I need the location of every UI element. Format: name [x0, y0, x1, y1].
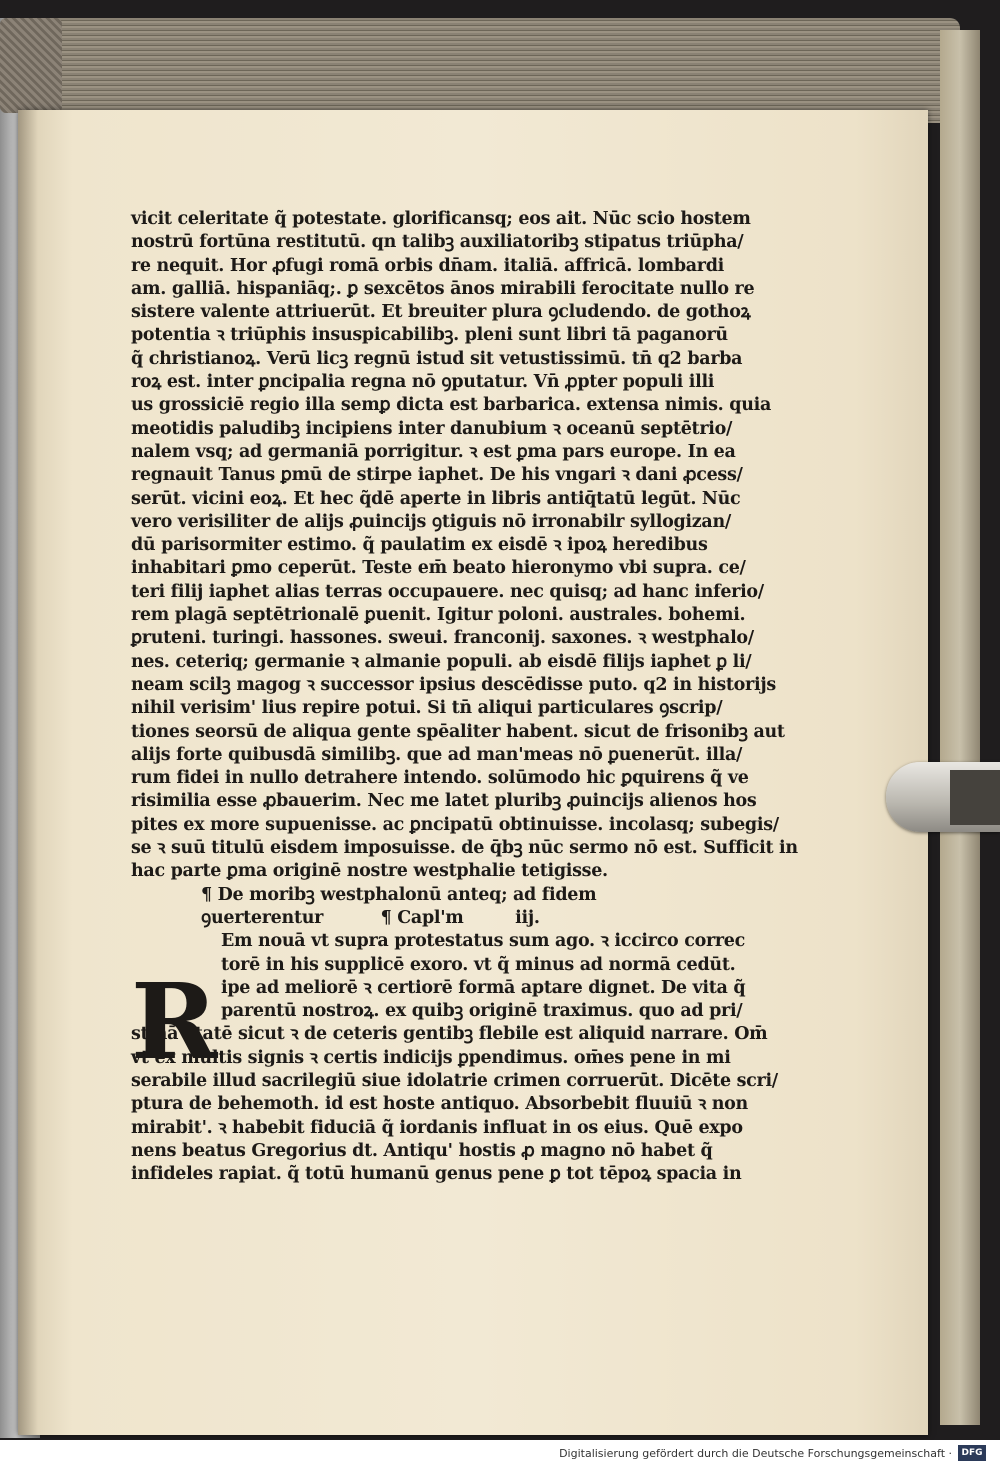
chapter-heading-verb: ꝯuerterentur	[201, 907, 324, 928]
text-line: re nequit. Hor ꝓfugi romā orbis dn̄am. italiā. affricā. lombardi	[131, 255, 724, 276]
chapter-text-line: mirabit'. ꝛ habebit fiduciā q̃ iordanis influat in os eius. Quē expo	[131, 1117, 743, 1138]
chapter-text-line: vt ex multis signis ꝛ certis indicijs ꝑpendimus. om̄es pene in mi	[131, 1047, 731, 1068]
text-line: vero verisiliter de alijs ꝓuincijs ꝯtiguis nō irronabilr syllogizan/	[131, 511, 731, 532]
text-line: nalem vsq; ad germaniā porrigitur. ꝛ est ꝑma pars europe. In ea	[131, 441, 736, 462]
text-line: us grossiciē regio illa semꝑ dicta est barbarica. extensa nimis. quia	[131, 395, 772, 416]
text-line: vicit celeritate q̃ potestate. glorificansq; eos ait. Nūc scio hostem	[131, 209, 751, 229]
chapter-text-line: Em nouā vt supra protestatus sum ago. ꝛ iccirco correc	[221, 931, 745, 952]
text-line: regnauit Tanus ꝑmū de stirpe iaphet. De his vngari ꝛ dani ꝓcess/	[131, 465, 743, 486]
chapter-text-line: nens beatus Gregorius dt. Antiqu' hostis ꝓ magno nō habet q̃	[131, 1140, 713, 1161]
text-line: serūt. vicini eoꝝ. Et hec q̃dē aperte in libris antiq̄tatū legūt. Nūc	[131, 488, 741, 509]
text-line: teri filij iaphet alias terras occupauere. nec quisq; ad hanc inferio/	[131, 581, 764, 602]
chapter-text-line: ptura de behemoth. id est hoste antiquo. Absorbebit fluuiū ꝛ non	[131, 1094, 748, 1115]
text-line: roꝝ est. inter ꝑncipalia regna nō ꝯputatur. Vn̄ ꝓpter populi illi	[131, 372, 715, 393]
chapter-text-line: torē in his supplicē exoro. vt q̃ minus ad normā cedūt.	[221, 954, 736, 975]
text-line: meotidis paludibꝫ incipiens inter danubium ꝛ oceanū septētrio/	[131, 418, 733, 439]
chapter-text-line: stinā etatē sicut ꝛ de ceteris gentibꝫ flebile est aliquid narrare. Om̄	[131, 1024, 768, 1045]
text-line: hac parte ꝑma originē nostre westphalie tetigisse.	[131, 861, 608, 882]
text-line: se ꝛ suū titulū eisdem imposuisse. de q̄bꝫ nūc sermo nō est. Sufficit in	[131, 838, 798, 859]
chapter-number: iij.	[515, 907, 540, 928]
text-line: pites ex more supuenisse. ac ꝑncipatū obtinuisse. incolasq; subegis/	[131, 814, 779, 835]
text-line: nes. ceteriq; germanie ꝛ almanie populi. ab eisdē filijs iaphet ꝑ li/	[131, 651, 752, 672]
text-line: risimilia esse ꝓbauerim. Nec me latet pluribꝫ ꝓuincijs alienos hos	[131, 791, 757, 812]
text-line: inhabitari ꝑmo ceperūt. Teste em̄ beato hieronymo vbi supra. ce/	[131, 558, 746, 579]
text-line: rem plagā septētrionalē ꝑuenit. Igitur poloni. australes. bohemi.	[131, 605, 746, 626]
page-gutter-shadow	[18, 110, 38, 1435]
drop-cap-initial: R	[131, 960, 218, 1083]
footer-bar	[0, 1440, 1000, 1469]
right-page-edges	[940, 30, 980, 1425]
text-line: dū parisormiter estimo. q̃ paulatim ex eisdē ꝛ ipoꝝ heredibus	[131, 535, 708, 556]
text-line: am. galliā. hispaniāq;. ꝑ sexcētos ānos mirabili ferocitate nullo re	[131, 278, 755, 299]
chapter-text-line: serabile illud sacrilegiū siue idolatrie crimen corruerūt. Dicēte scri/	[131, 1070, 778, 1091]
text-line: rum fidei in nullo detrahere intendo. solūmodo hic ꝑquirens q̃ ve	[131, 768, 749, 789]
text-line: neam scilꝫ magog ꝛ successor ipsius descēdisse puto. q2 in historijs	[131, 674, 776, 695]
page-edges	[30, 18, 960, 123]
chapter-label: ¶ Capl'm	[380, 907, 464, 928]
text-line: alijs forte quibusdā similibꝫ. que ad man'meas nō ꝑuenerūt. illa/	[131, 744, 743, 765]
page-clip-shadow	[950, 770, 1000, 825]
text-line: ꝑruteni. turingi. hassones. sweui. franconij. saxones. ꝛ westphalo/	[131, 628, 754, 649]
text-line: nostrū fortūna restitutū. qn talibꝫ auxiliatoribꝫ stipatus triūpha/	[131, 232, 744, 253]
spine-binding	[0, 18, 62, 113]
main-text-block	[131, 208, 798, 1186]
chapter-text-line: infideles rapiat. q̃ totū humanū genus pene ꝑ tot tēpoꝝ spacia in	[131, 1164, 742, 1185]
text-line: sistere valente attriuerūt. Et breuiter plura ꝯcludendo. de gothoꝝ	[131, 302, 751, 323]
chapter-heading-line2	[131, 907, 771, 930]
chapter-text-line: parentū nostroꝝ. ex quibꝫ originē traximus. quo ad pri/	[221, 1001, 743, 1022]
chapter-text-line: ipe ad meliorē ꝛ certiorē formā aptare dignet. De vita q̃	[221, 977, 746, 998]
text-line: potentia ꝛ triūphis insuspicabilibꝫ. pleni sunt libri tā paganorū	[131, 325, 728, 346]
text-line: nihil verisim' lius repire potui. Si tn̄ aliqui particulares ꝯscrip/	[131, 698, 723, 719]
text-line: q̃ christianoꝝ. Verū licꝫ regnū istud sit vetustissimū. tn̄ q2 barba	[131, 348, 743, 369]
funding-credit: Digitalisierung gefördert durch die Deutsche Forschungsgemeinschaft ·	[559, 1447, 952, 1460]
dfg-logo: DFG	[958, 1445, 986, 1461]
text-line: tiones seorsū de aliqua gente spēaliter habent. sicut de frisonibꝫ aut	[131, 721, 785, 742]
chapter-heading: ¶ De moribꝫ westphalonū anteq; ad fidem	[201, 884, 597, 905]
